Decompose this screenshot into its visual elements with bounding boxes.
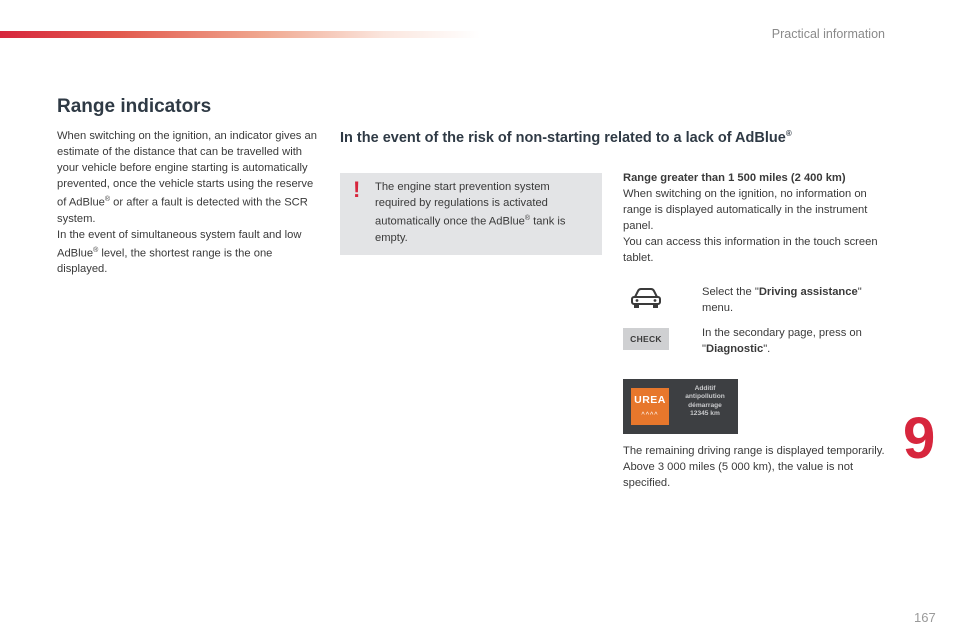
remaining-range-paragraph-1: The remaining driving range is displayed temporarily. — [623, 445, 885, 457]
range-indicators-heading: Range indicators — [57, 96, 212, 117]
non-starting-risk-heading: In the event of the risk of non-starting related to a lack of AdBlue® — [340, 129, 792, 146]
remaining-range-block — [623, 443, 885, 491]
step-diagnostic — [623, 327, 893, 363]
range-greater-block — [623, 170, 885, 266]
range-paragraph-2: In the event of simultaneous system fault and low AdBlue® level, the shortest range is the one displayed. — [57, 228, 302, 276]
step-driving-assistance — [623, 286, 893, 322]
page-number: 167 — [914, 610, 936, 625]
range-paragraph-1: When switching on the ignition, an indicator gives an estimate of the distance that can be travelled with your vehicle before engine starting is automatically prevented, once the vehicle starts using the reserve of AdBlue® or after a fault is detected with the SCR system. — [57, 130, 317, 225]
check-badge-icon: CHECK — [623, 328, 669, 350]
urea-warning-icon: UREA ^^^^ — [631, 388, 669, 425]
exclamation-icon: ! — [353, 177, 361, 202]
chapter-number: 9 — [903, 406, 936, 471]
instrument-panel-display — [623, 379, 738, 434]
step-2-text: In the secondary page, press on "Diagnostic". — [702, 327, 862, 355]
warning-text: The engine start prevention system required by regulations is activated automatically once the AdBlue® tank is empty. — [375, 181, 566, 244]
range-info-paragraph-2: You can access this information in the touch screen tablet. — [623, 236, 878, 264]
section-title: Practical information — [771, 27, 885, 41]
warning-box — [340, 173, 602, 255]
range-indicators-body — [57, 128, 322, 277]
range-info-paragraph-1: When switching on the ignition, no information on range is displayed automatically in the instrument panel. — [623, 188, 868, 232]
range-greater-heading: Range greater than 1 500 miles (2 400 km) — [623, 172, 846, 184]
header-accent-bar — [0, 31, 480, 38]
step-1-text: Select the "Driving assistance" menu. — [702, 286, 862, 314]
panel-message: Additif antipollution démarrage 12345 km — [685, 385, 725, 418]
car-icon — [623, 286, 669, 310]
remaining-range-paragraph-2: Above 3 000 miles (5 000 km), the value is not specified. — [623, 461, 854, 489]
